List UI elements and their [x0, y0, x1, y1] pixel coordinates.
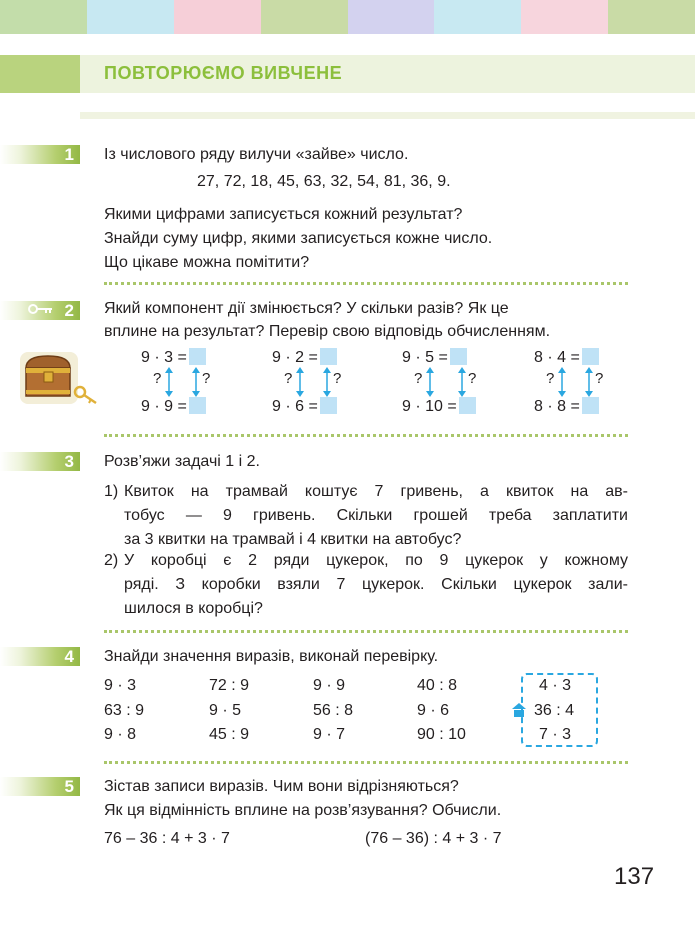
- expr-pair1-top: [141, 348, 206, 367]
- expression: 9 · 3: [104, 677, 137, 694]
- expr-pair1-bottom: [141, 397, 206, 416]
- double-arrow-icon: [164, 367, 174, 397]
- expr-text: 8 · 8 =: [534, 398, 580, 415]
- task-number-3: 3: [0, 452, 80, 471]
- expr-pair2-bottom: [272, 397, 337, 416]
- task1-question-2: Знайди суму цифр, якими записується кожне число.: [104, 230, 493, 247]
- expression: 9 · 6: [417, 702, 450, 719]
- stripe: [348, 0, 435, 34]
- task5-expression-1: 76 – 36 : 4 + 3 · 7: [104, 830, 230, 847]
- task3-intro: Розв’яжи задачі 1 і 2.: [104, 453, 260, 470]
- expression: 63 : 9: [104, 702, 145, 719]
- answer-box[interactable]: [320, 348, 337, 365]
- question-mark: ?: [333, 370, 342, 387]
- expr-text: 9 · 6 =: [272, 398, 318, 415]
- dotted-separator: [104, 630, 628, 633]
- expr-pair2-top: [272, 348, 337, 367]
- check-expression: 7 · 3: [539, 726, 572, 743]
- answer-box[interactable]: [189, 348, 206, 365]
- stripe: [434, 0, 521, 34]
- double-arrow-icon: [557, 367, 567, 397]
- expr-pair3-top: [402, 348, 467, 367]
- treasure-chest-icon: [18, 348, 100, 410]
- stripe: [608, 0, 695, 34]
- task3-problem-2: [104, 549, 628, 621]
- task5-expression-2: (76 – 36) : 4 + 3 · 7: [365, 830, 502, 847]
- double-arrow-icon: [425, 367, 435, 397]
- stripe: [521, 0, 608, 34]
- expression: 56 : 8: [313, 702, 354, 719]
- problem-text: [124, 549, 628, 621]
- section-title: ПОВТОРЮЄМО ВИВЧЕНЕ: [104, 63, 343, 83]
- task2-instruction-1: Який компонент дії змінюється? У скільки разів? Як це: [104, 300, 509, 317]
- problem-line: за 3 квитки на трамвай і 4 квитки на автобус?: [124, 531, 462, 548]
- stripe: [0, 0, 87, 34]
- expr-text: 9 · 5 =: [402, 349, 448, 366]
- expr-text: 9 · 9 =: [141, 398, 187, 415]
- question-mark: ?: [284, 370, 293, 387]
- problem-line: Квиток на трамвай коштує 7 гривень, а квиток на ав-: [124, 483, 628, 500]
- expression: 40 : 8: [417, 677, 458, 694]
- problem-line: шилося в коробці?: [124, 600, 263, 617]
- question-mark: ?: [153, 370, 162, 387]
- key-icon: [28, 301, 54, 320]
- task2-instruction-2: вплине на результат? Перевір свою відповідь обчисленням.: [104, 323, 551, 340]
- expression: 90 : 10: [417, 726, 466, 743]
- header-divider: [80, 112, 695, 119]
- expression: 9 · 8: [104, 726, 137, 743]
- question-mark: ?: [468, 370, 477, 387]
- house-icon: [511, 702, 527, 723]
- expr-text: 9 · 10 =: [402, 398, 457, 415]
- double-arrow-icon: [584, 367, 594, 397]
- dotted-separator: [104, 282, 628, 285]
- expr-pair4-bottom: [534, 397, 599, 416]
- answer-box[interactable]: [459, 397, 476, 414]
- task5-instruction-2: Як ця відмінність вплине на розв’язування? Обчисли.: [104, 802, 502, 819]
- check-expression: 4 · 3: [539, 677, 572, 694]
- problem-line: У коробці є 2 ряди цукерок, по 9 цукерок у кожному: [124, 552, 628, 569]
- dotted-separator: [104, 761, 628, 764]
- task-number-5: 5: [0, 777, 80, 796]
- task4-instruction: Знайди значення виразів, виконай перевірку.: [104, 648, 439, 665]
- answer-box[interactable]: [450, 348, 467, 365]
- double-arrow-icon: [322, 367, 332, 397]
- stripe: [261, 0, 348, 34]
- top-color-stripes: [0, 0, 695, 34]
- task3-problem-1: [104, 480, 628, 552]
- double-arrow-icon: [457, 367, 467, 397]
- expr-pair4-top: [534, 348, 599, 367]
- task-number-4: 4: [0, 647, 80, 666]
- expr-text: 8 · 4 =: [534, 349, 580, 366]
- header-accent-bar: [0, 55, 80, 93]
- expression: 9 · 7: [313, 726, 346, 743]
- task-number-2: 2: [0, 301, 80, 320]
- expr-text: 9 · 3 =: [141, 349, 187, 366]
- problem-line: ряді. З коробки взяли 7 цукерок. Скільки цукерок зали-: [124, 576, 628, 593]
- expr-text: 9 · 2 =: [272, 349, 318, 366]
- expression: 9 · 9: [313, 677, 346, 694]
- expression: 9 · 5: [209, 702, 242, 719]
- dotted-separator: [104, 434, 628, 437]
- answer-box[interactable]: [582, 348, 599, 365]
- expr-pair3-bottom: [402, 397, 476, 416]
- question-mark: ?: [414, 370, 423, 387]
- task1-instruction: Із числового ряду вилучи «зайве» число.: [104, 146, 409, 163]
- task5-instruction-1: Зістав записи виразів. Чим вони відрізняються?: [104, 778, 459, 795]
- problem-line: тобус — 9 гривень. Скільки грошей треба заплатити: [124, 507, 628, 524]
- problem-number: 2): [104, 552, 119, 569]
- problem-number: 1): [104, 483, 119, 500]
- task1-number-series: 27, 72, 18, 45, 63, 32, 54, 81, 36, 9.: [197, 173, 451, 190]
- question-mark: ?: [546, 370, 555, 387]
- task-number-1: 1: [0, 145, 80, 164]
- expression: 72 : 9: [209, 677, 250, 694]
- double-arrow-icon: [191, 367, 201, 397]
- check-expression: 36 : 4: [534, 702, 575, 719]
- answer-box[interactable]: [189, 397, 206, 414]
- expression: 45 : 9: [209, 726, 250, 743]
- question-mark: ?: [595, 370, 604, 387]
- stripe: [87, 0, 174, 34]
- task1-question-1: Якими цифрами записується кожний результат?: [104, 206, 463, 223]
- answer-box[interactable]: [320, 397, 337, 414]
- task1-question-3: Що цікаве можна помітити?: [104, 254, 310, 271]
- page-number: 137: [614, 863, 655, 890]
- question-mark: ?: [202, 370, 211, 387]
- problem-text: [124, 480, 628, 552]
- answer-box[interactable]: [582, 397, 599, 414]
- stripe: [174, 0, 261, 34]
- double-arrow-icon: [295, 367, 305, 397]
